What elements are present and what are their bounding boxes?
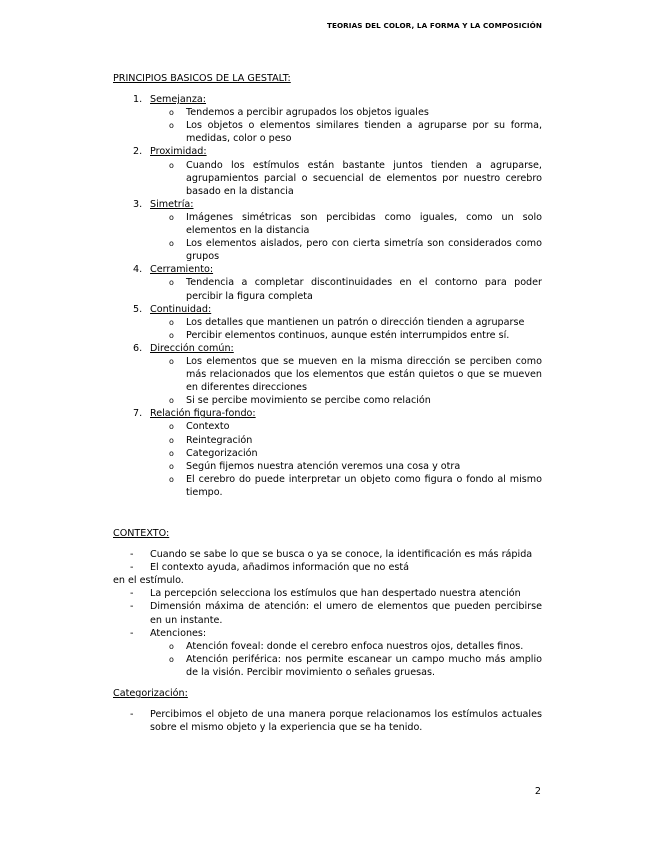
sub-item: o Imágenes simétricas son percibidas como iguales, como un solo elementos en la distancia (169, 211, 542, 237)
bullet-icon: o (169, 356, 174, 366)
document-body (113, 72, 542, 734)
gestalt-item (133, 342, 542, 407)
bullet-icon: o (169, 278, 174, 288)
sub-list (150, 316, 542, 342)
categorizacion-list (113, 708, 542, 734)
bullet-icon: o (169, 121, 174, 131)
item-number: 2. (133, 146, 143, 158)
sub-list (150, 276, 542, 302)
bullet-icon: o (169, 641, 174, 651)
item-number: 6. (133, 342, 143, 354)
item-label: Simetría: (150, 198, 194, 210)
list-item: - Atenciones: o Atención foveal: donde el cerebro enfoca nuestros ojos, detalles finos. o Atención periférica: nos permite escanear un campo mucho más amplio de la visión. Percibir movimiento o señales gruesas. (130, 627, 542, 678)
item-label: Dirección común: (150, 342, 234, 354)
sub-item: o Atención periférica: nos permite escanear un campo mucho más amplio de la visión. Percibir movimiento o señales gruesas. (169, 653, 542, 678)
sub-list (150, 106, 542, 145)
contexto-list (113, 548, 542, 679)
atenciones-list (150, 640, 542, 679)
page-number: 2 (534, 786, 541, 797)
sub-item: o Cuando los estímulos están bastante juntos tienden a agruparse, agrupamientos parcial o secuencial de elementos por nuestro cerebro basado en la distancia (169, 159, 542, 197)
sub-item: o Los detalles que mantienen un patrón o dirección tienden a agruparse (169, 316, 525, 328)
categorizacion-title: Categorización: (113, 688, 188, 700)
sub-item: o Atención foveal: donde el cerebro enfoca nuestros ojos, detalles finos. (169, 640, 524, 652)
gestalt-item (133, 198, 542, 263)
gestalt-title: PRINCIPIOS BASICOS DE LA GESTALT: (113, 73, 291, 84)
sub-item: o Categorización (169, 447, 258, 459)
dash-icon: - (130, 709, 134, 721)
sub-item: o Según fijemos nuestra atención veremos una cosa y otra (169, 460, 461, 472)
bullet-icon: o (169, 474, 174, 484)
bullet-icon: o (169, 461, 174, 471)
list-item: - Percibimos el objeto de una manera porque relacionamos los estímulos actuales sobre el mismo objeto y la experiencia que se ha tenido. (130, 709, 542, 734)
bullet-icon: o (169, 330, 174, 340)
gestalt-list (113, 93, 542, 499)
bullet-icon: o (169, 212, 174, 222)
sub-item: o Los elementos que se mueven en la misma dirección se perciben como más relacionados que los elementos que están quietos o que se mueven en diferentes direcciones (169, 355, 542, 394)
sub-item: o Los elementos aislados, pero con cierta simetría son considerados como grupos (169, 238, 542, 263)
bullet-icon: o (169, 422, 174, 432)
dash-icon: - (130, 627, 134, 639)
sub-item: o Reintegración (169, 434, 253, 446)
gestalt-item (133, 263, 542, 302)
sub-item: o Tendencia a completar discontinuidades en el contorno para poder percibir la figura completa (169, 277, 542, 302)
dash-icon: - (130, 549, 134, 561)
sub-item: o Los objetos o elementos similares tienden a agruparse por su forma, medidas, color o peso (169, 120, 542, 145)
gestalt-item (133, 407, 542, 499)
item-number: 3. (133, 198, 143, 210)
bullet-icon: o (169, 160, 174, 170)
item-number: 1. (133, 94, 143, 106)
running-header: TEORIAS DEL COLOR, LA FORMA Y LA COMPOSICIÓN (326, 21, 542, 30)
item-label: Semejanza: (150, 94, 207, 106)
item-label: Proximidad: (150, 146, 207, 158)
item-number: 7. (133, 408, 143, 420)
item-label: Relación figura-fondo: (150, 408, 256, 420)
item-number: 5. (133, 303, 143, 315)
bullet-icon: o (169, 317, 174, 327)
bullet-icon: o (169, 239, 174, 249)
bullet-icon: o (169, 435, 174, 445)
sub-item: o Tendemos a percibir agrupados los objetos iguales (169, 107, 429, 119)
sub-item: o Percibir elementos continuos, aunque estén interrumpidos entre sí. (169, 329, 510, 341)
bullet-icon: o (169, 448, 174, 458)
dash-icon: - (130, 601, 134, 613)
dash-icon: - (130, 588, 134, 600)
sub-item: o Si se percibe movimiento se percibe como relación (169, 395, 431, 407)
sub-list (150, 159, 542, 198)
gestalt-item (133, 303, 542, 342)
dash-icon: - (130, 562, 134, 574)
sub-list (150, 211, 542, 263)
gestalt-item (133, 145, 542, 197)
item-number: 4. (133, 264, 143, 276)
item-label: Continuidad: (150, 303, 212, 315)
bullet-icon: o (169, 108, 174, 118)
contexto-title: CONTEXTO: (113, 528, 170, 539)
item-label: Cerramiento: (150, 264, 214, 276)
sub-list (150, 355, 542, 407)
list-item: - El contexto ayuda, añadimos información que no está en el estímulo. (113, 562, 410, 587)
gestalt-item (133, 93, 542, 145)
list-item: - Cuando se sabe lo que se busca o ya se conoce, la identificación es más rápida (130, 549, 533, 561)
bullet-icon: o (169, 396, 174, 406)
list-item: - La percepción selecciona los estímulos que han despertado nuestra atención (130, 588, 521, 600)
sub-list (150, 420, 542, 499)
bullet-icon: o (169, 654, 174, 664)
list-item: - Dimensión máxima de atención: el umero de elementos que pueden percibirse en un instante. (130, 601, 542, 626)
sub-item: o El cerebro do puede interpretar un objeto como figura o fondo al mismo tiempo. (169, 473, 542, 498)
sub-item: o Contexto (169, 421, 230, 433)
